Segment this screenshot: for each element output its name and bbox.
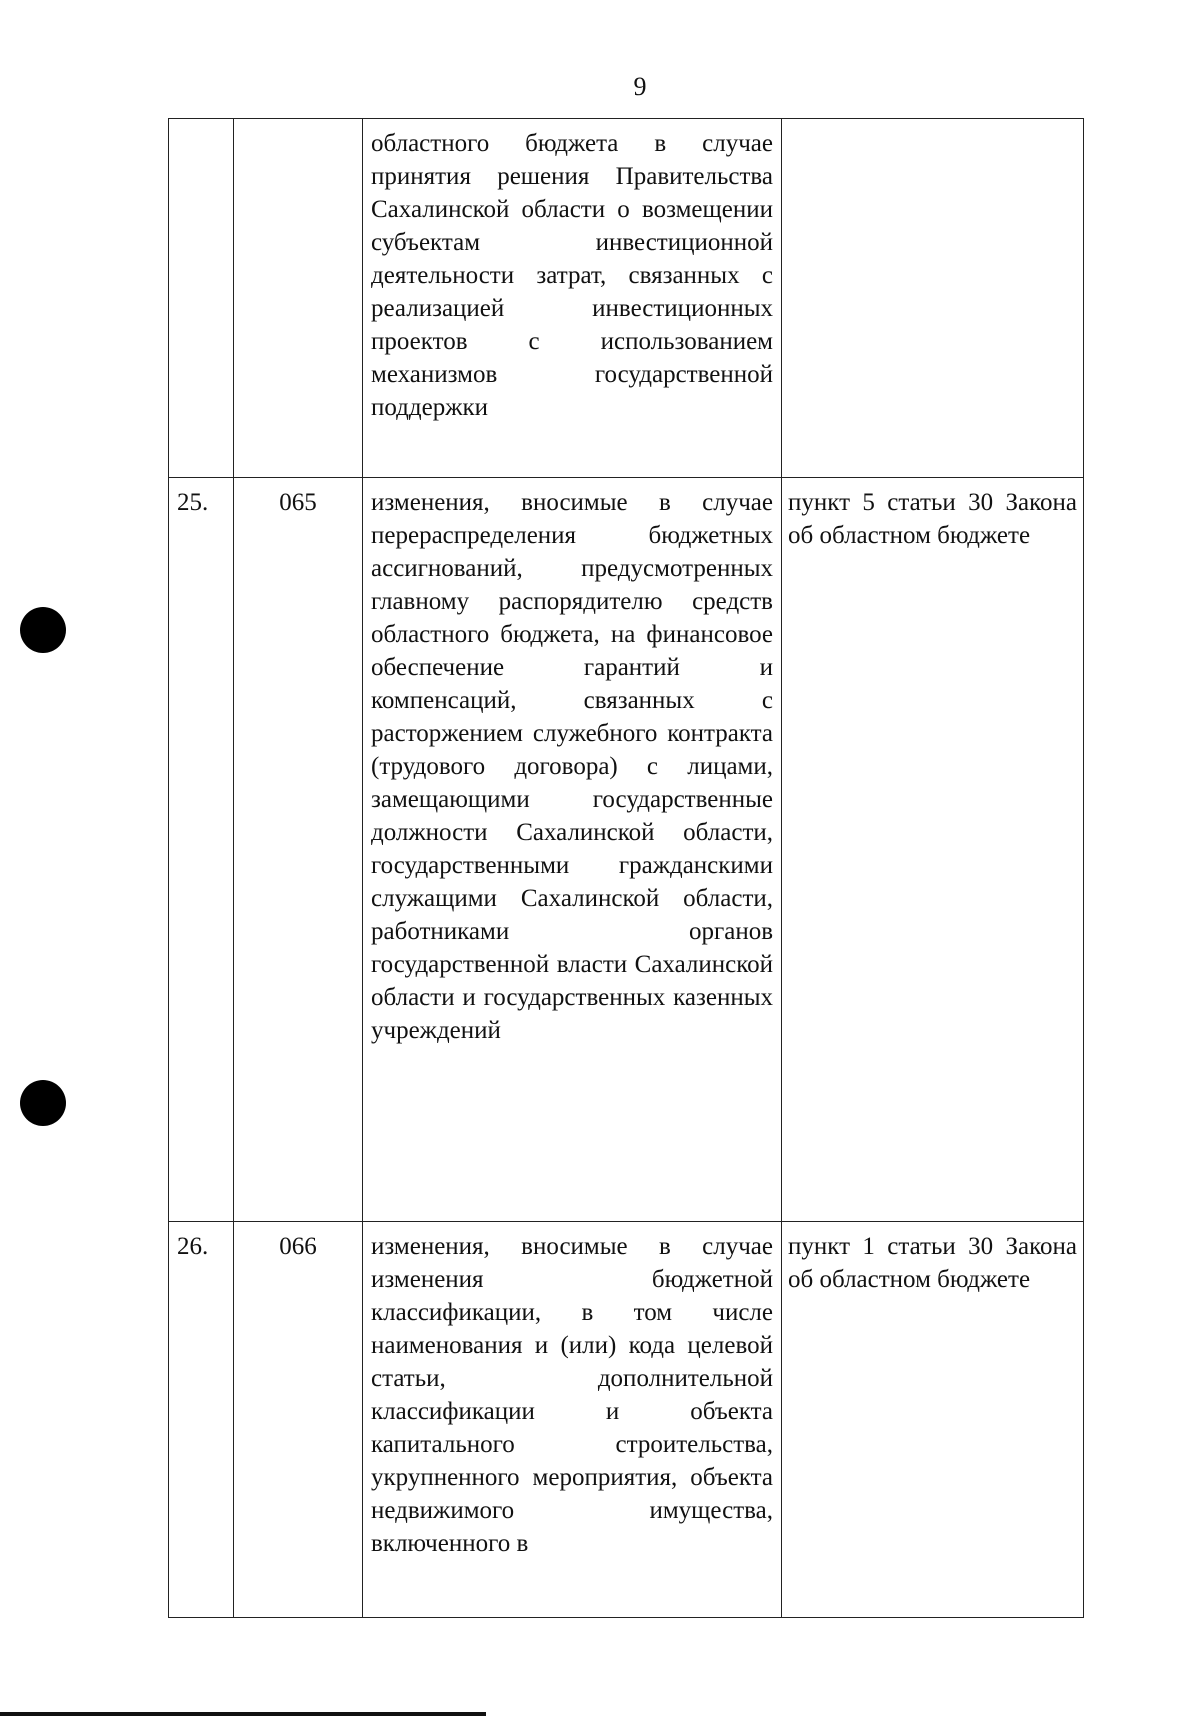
row-basis [782,119,1084,478]
page-number: 9 [633,72,647,101]
row-number: 26. [169,1222,234,1618]
table-row [169,119,1084,478]
row-code: 066 [234,1222,363,1618]
row-basis: пункт 1 статьи 30 Закона об областном бюджете [782,1222,1084,1618]
row-description: областного бюджета в случае принятия решения Правительства Сахалинской области о возмещении субъектам инвестиционной деятельности затрат, связанных с реализацией инвестиционных проектов с использованием механизмов государственной поддержки [363,119,782,478]
row-number: 25. [169,478,234,1222]
row-code [234,119,363,478]
changes-table [168,118,1084,1618]
row-description: изменения, вносимые в случае изменения бюджетной классификации, в том числе наименования и (или) кода целевой статьи, дополнительной классификации и объекта капитального строительства, укрупненного мероприятия, объекта недвижимого имущества, включенного в [363,1222,782,1618]
row-basis: пункт 5 статьи 30 Закона об областном бюджете [782,478,1084,1222]
row-number [169,119,234,478]
punch-hole-mark [20,1080,66,1126]
bottom-edge-line [0,1712,486,1716]
row-description: изменения, вносимые в случае перераспределения бюджетных ассигнований, предусмотренных главному распорядителю средств областного бюджета, на финансовое обеспечение гарантий и компенсаций, связанных с расторжением служебного контракта (трудового договора) с лицами, замещающими государственные должности Сахалинской области, государственными гражданскими служащими Сахалинской области, работниками органов государственной власти Сахалинской области и государственных казенных учреждений [363,478,782,1222]
punch-hole-mark [20,607,66,653]
row-code: 065 [234,478,363,1222]
table-row [169,478,1084,1222]
table-row [169,1222,1084,1618]
